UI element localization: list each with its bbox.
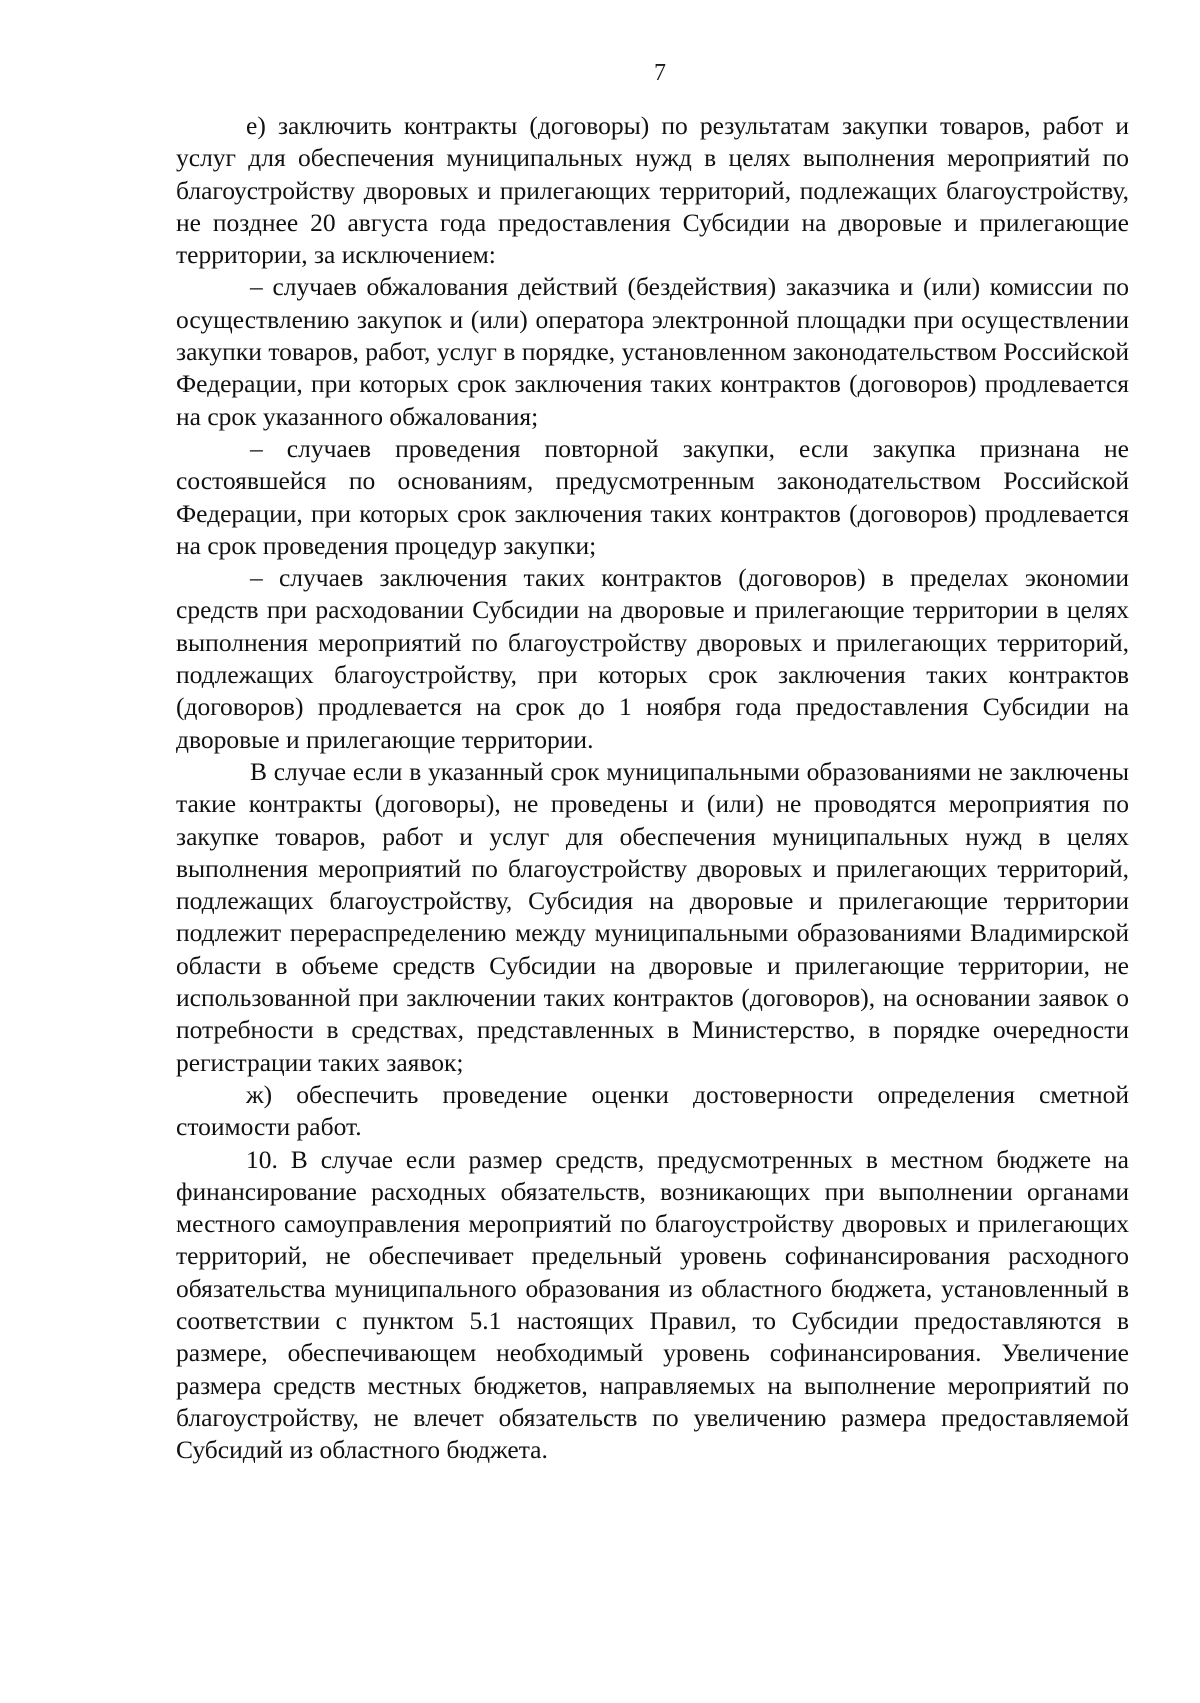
paragraph-exception-repeat-purchase: – случаев проведения повторной закупки, если закупка признана не состоявшейся по основаниям, предусмотренным законодательством Российской Федерации, при которых срок заключения таких контрактов (договоров) продлевается на срок проведения процедур закупки; bbox=[176, 433, 1129, 560]
paragraph-item-e: е) заключить контракты (договоры) по результатам закупки товаров, работ и услуг для обеспечения муниципальных нужд в целях выполнения мероприятий по благоустройству дворовых и прилегающих территорий, подлежащих благоустройству, не позднее 20 августа года предоставления Субсидии на дворовые и прилегающие территории, за исключением: bbox=[176, 111, 1129, 270]
paragraph-redistribution: В случае если в указанный срок муниципальными образованиями не заключены такие контракты (договоры), не проведены и (или) не проводятся мероприятия по закупке товаров, работ и услуг для обеспечения муниципальных нужд в целях выполнения мероприятий по благоустройству дворовых и прилегающих территорий, подлежащих благоустройству, Субсидия на дворовые и прилегающие территории подлежит перераспределению между муниципальными образованиями Владимирской области в объеме средств Субсидии на дворовые и прилегающие территории, не использованной при заключении таких контрактов (договоров), на основании заявок о потребности в средствах, представленных в Министерство, в порядке очередности регистрации таких заявок; bbox=[176, 756, 1129, 1077]
paragraph-exception-appeal: – случаев обжалования действий (бездействия) заказчика и (или) комиссии по осуществлению закупок и (или) оператора электронной площадки при осуществлении закупки товаров, работ, услуг в порядке, установленном законодательством Российской Федерации, при которых срок заключения таких контрактов (договоров) продлевается на срок указанного обжалования; bbox=[176, 272, 1129, 431]
paragraph-item-zh: ж) обеспечить проведение оценки достоверности определения сметной стоимости работ. bbox=[176, 1079, 1129, 1142]
document-body bbox=[176, 110, 1129, 1466]
paragraph-item-10: 10. В случае если размер средств, предусмотренных в местном бюджете на финансирование расходных обязательств, возникающих при выполнении органами местного самоуправления мероприятий по благоустройству дворовых и прилегающих территорий, не обеспечивает предельный уровень софинансирования расходного обязательства муниципального образования из областного бюджета, установленный в соответствии с пунктом 5.1 настоящих Правил, то Субсидии предоставляются в размере, обеспечивающем необходимый уровень софинансирования. Увеличение размера средств местных бюджетов, направляемых на выполнение мероприятий по благоустройству, не влечет обязательств по увеличению размера предоставляемой Субсидий из областного бюджета. bbox=[176, 1144, 1129, 1465]
paragraph-exception-savings: – случаев заключения таких контрактов (договоров) в пределах экономии средств при расходовании Субсидии на дворовые и прилегающие территории в целях выполнения мероприятий по благоустройству дворовых и прилегающих территорий, подлежащих благоустройству, при которых срок заключения таких контрактов (договоров) продлевается на срок до 1 ноября года предоставления Субсидии на дворовые и прилегающие территории. bbox=[176, 563, 1129, 754]
page-number: 7 bbox=[654, 60, 666, 86]
